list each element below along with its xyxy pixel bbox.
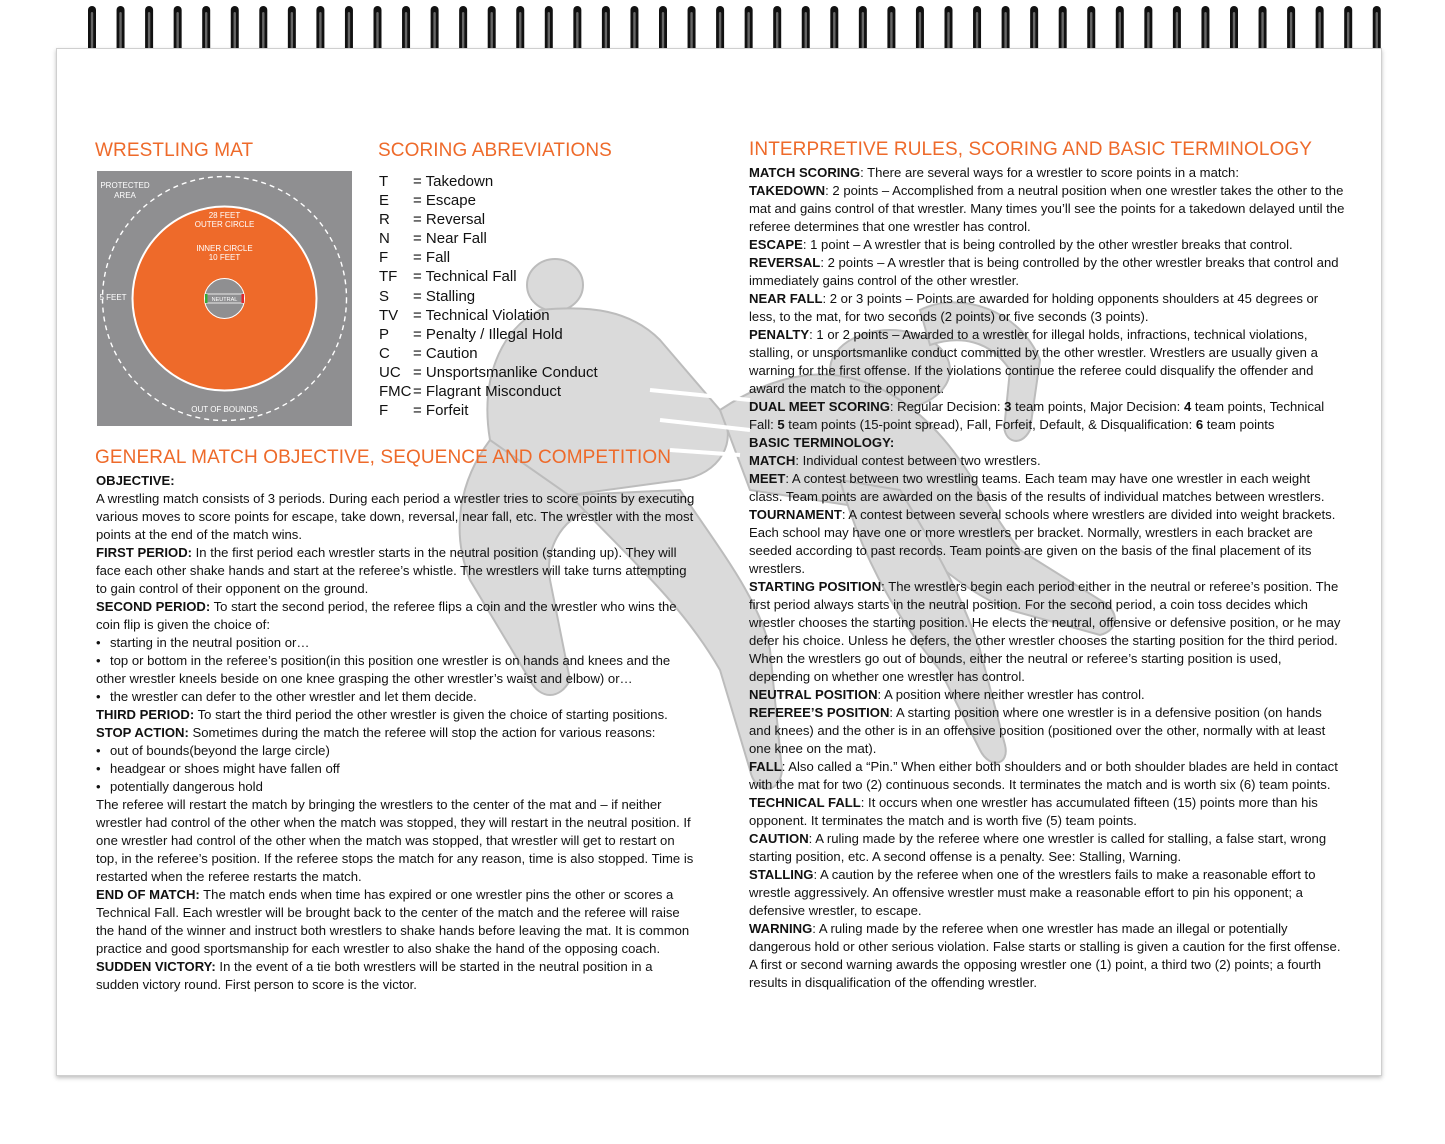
definition: To start the second period, the referee flips a coin and the wrestler who wins the coin flip is given the choice of: — [96, 599, 677, 632]
abbreviation-item — [379, 172, 598, 191]
term: REFEREE’S POSITION — [749, 705, 890, 720]
term: MATCH — [749, 453, 796, 468]
wrestling-mat-heading: WRESTLING MAT — [95, 140, 254, 161]
scoring-abbreviations-heading: SCORING ABREVIATIONS — [378, 140, 612, 161]
general-match-heading: GENERAL MATCH OBJECTIVE, SEQUENCE AND COMPETITION — [95, 447, 672, 468]
term: THIRD PERIOD: — [96, 707, 195, 722]
team-points-value: 3 — [1004, 399, 1012, 414]
abbreviation-item — [379, 325, 598, 344]
definition: team points, Technical Fall: — [749, 399, 1325, 432]
abbreviation-code: T — [379, 173, 389, 190]
definition: team points (15-point spread), Fall, Forfeit, Default, & Disqualification: — [784, 417, 1196, 432]
rule-entry — [749, 452, 1345, 470]
abbreviation-meaning: = Flagrant Misconduct — [413, 383, 561, 401]
out-of-bounds-label: OUT OF BOUNDS — [191, 405, 258, 414]
wrestling-mat-diagram — [97, 171, 352, 426]
bullet-item — [96, 652, 698, 688]
team-points-value: 6 — [1195, 417, 1204, 432]
abbreviation-code: TV — [379, 306, 399, 324]
abbreviation-item — [379, 287, 598, 306]
rule-entry — [749, 182, 1345, 236]
term: WARNING — [749, 921, 813, 936]
abbreviation-code: C — [379, 344, 390, 362]
interpretive-rules-heading: INTERPRETIVE RULES, SCORING AND BASIC TERMINOLOGY — [749, 139, 1313, 160]
definition: : 2 points – Accomplished from a neutral position when one wrestler takes the other to the mat and gains control of that wrestler. Many times you’ll see the points for a takedown delayed until the referee determines that one wrestler has control. — [749, 183, 1345, 234]
interpretive-rules-text — [749, 164, 1345, 992]
abbreviation-meaning: = Technical Fall — [413, 268, 517, 286]
definition: : A caution by the referee when one of the wrestlers fails to make a reasonable effort to wrestle aggressively. An offensive wrestler must make a reasonable effort to pin his opponent; a defensive wrestler, to escape. — [749, 867, 1316, 918]
protected-label-1: PROTECTED — [100, 181, 150, 190]
term: STARTING POSITION — [749, 579, 882, 594]
abbreviation-code: P — [379, 325, 390, 343]
definition: : There are several ways for a wrestler to score points in a match: — [860, 165, 1239, 180]
abbreviation-code: E — [379, 192, 390, 210]
abbreviation-meaning: = Penalty / Illegal Hold — [413, 325, 563, 343]
bullet-text: top or bottom in the referee’s position(in this position one wrestler is on hands and knees and the other wrestler kneels beside on one knee grasping the other wrestler’s waist and elbow) or… — [96, 653, 671, 686]
red-starting-line — [242, 294, 245, 303]
term: STALLING — [749, 867, 814, 882]
team-points-value: 5 — [777, 417, 785, 432]
paragraph — [96, 706, 698, 724]
term: FIRST PERIOD: — [96, 545, 193, 560]
definition: : Regular Decision: — [889, 399, 1005, 414]
abbreviation-meaning: = Escape — [413, 192, 476, 210]
bullet-text: out of bounds(beyond the large circle) — [110, 743, 330, 758]
rule-entry — [749, 254, 1345, 290]
bullet-item — [96, 760, 698, 778]
term: NEUTRAL POSITION — [749, 687, 878, 702]
rule-entry — [749, 704, 1345, 758]
definition: : The wrestlers begin each period either in the neutral or referee’s position. The first period always starts in the neutral position. For the second period, a coin toss decides which wrestler chooses the starting position. He elects the neutral, offensive or defensive position, or he may defer his choice. Unless he defers, the other wrestler chooses the starting position for the third period. When the wrestlers go out of bounds, either the neutral or referee’s starting position is used, depending on whether one wrestler has control. — [749, 579, 1341, 684]
definition: The match ends when time has expired or one wrestler pins the other or scores a Technical Fall. Each wrestler will be brought back to the center of the match and the referee will raise the hand of the winner and instruct both wrestlers to shake hands before leaving the mat. It is common practice and good sportsmanship for each wrestler to also shake the hand of the opposing coach. — [96, 887, 690, 956]
term: TECHNICAL FALL — [749, 795, 861, 810]
term: BASIC TERMINOLOGY: — [749, 435, 895, 450]
definition: Sometimes during the match the referee will stop the action for various reasons: — [188, 725, 656, 740]
definition: : 2 or 3 points – Points are awarded for holding opponents shoulders at 45 degrees or less, to the mat, for two seconds (2 points) or five seconds (3 points). — [749, 291, 1319, 324]
definition: : A ruling made by the referee where one wrestler is called for stalling, a false start, wrong starting position, etc. A second offense is a penalty. See: Stalling, Warning. — [749, 831, 1327, 864]
definition: In the event of a tie both wrestlers will be started in the neutral position in a sudden victory round. First person to score is the victor. — [96, 959, 653, 992]
definition: team points — [1203, 417, 1275, 432]
abbreviation-code: F — [379, 402, 389, 420]
rule-entry — [749, 830, 1345, 866]
protected-label-2: AREA — [114, 191, 136, 200]
term: DUAL MEET SCORING — [749, 399, 890, 414]
rule-entry — [749, 326, 1345, 398]
abbreviation-item — [379, 401, 598, 420]
abbreviation-code: TF — [379, 268, 398, 286]
rule-entry — [749, 506, 1345, 578]
abbreviation-item — [379, 306, 598, 325]
term: TAKEDOWN — [749, 183, 826, 198]
bullet-item — [96, 778, 698, 796]
five-feet-label: 5 FEET — [99, 293, 127, 302]
definition: In the first period each wrestler starts in the neutral position (standing up). They will face each other shake hands and start at the referee’s whistle. The wrestlers will take turns attempting to gain control of their opponent on the ground. — [96, 545, 687, 596]
paragraph — [96, 490, 698, 544]
term: TOURNAMENT — [749, 507, 842, 522]
term: CAUTION — [749, 831, 809, 846]
rule-entry — [749, 164, 1345, 182]
definition: : It occurs when one wrestler has accumulated fifteen (15) points more than his opponent. It terminates the match and is worth five (5) team points. — [749, 795, 1318, 828]
rule-entry — [749, 866, 1345, 920]
abbreviation-meaning: = Technical Violation — [413, 306, 550, 324]
term: OBJECTIVE: — [96, 473, 175, 488]
abbreviation-code: N — [379, 230, 390, 248]
bullet-item — [96, 742, 698, 760]
term: MEET — [749, 471, 786, 486]
green-starting-line — [205, 294, 208, 303]
abbreviation-code: R — [379, 211, 390, 229]
bullet-text: potentially dangerous hold — [110, 779, 263, 794]
outer-circle-label-2: OUTER CIRCLE — [194, 220, 255, 229]
definition: : A starting position where one wrestler is in a defensive position (on hands and knees) and the other is in an offensive position (positioned over the other, normally with at least one knee on the mat). — [749, 705, 1326, 756]
abbreviation-code: UC — [379, 363, 401, 381]
term: FALL — [749, 759, 782, 774]
abbreviation-code: FMC — [379, 383, 412, 401]
rule-entry — [749, 686, 1345, 704]
abbreviation-meaning: = Reversal — [413, 211, 486, 229]
bullet-text: the wrestler can defer to the other wrestler and let them decide. — [110, 689, 477, 704]
neutral-label: NEUTRAL — [211, 297, 238, 303]
definition: : Individual contest between two wrestlers. — [795, 453, 1041, 468]
inner-circle-label-2: 10 FEET — [208, 253, 241, 262]
definition: : A position where neither wrestler has control. — [877, 687, 1145, 702]
definition: The referee will restart the match by bringing the wrestlers to the center of the mat and – if neither wrestler had control of the other when the match was stopped, they will restart in the neutral position. If one wrestler had control of the other when the match was stopped, that wrestler will get to restart on top, in the referee’s position. If the referee stops the match for any reason, time is also stopped. Time is restarted when the referee restarts the match. — [96, 797, 694, 884]
abbreviation-item — [379, 344, 598, 363]
definition: : A contest between several schools where wrestlers are divided into weight brackets. Each school may have one or more wrestlers per bracket. Normally, wrestlers in each bracket are seeded according to past records. Team points are given on the basis of the final placement of its wrestlers. — [749, 507, 1336, 576]
paragraph — [96, 796, 698, 886]
definition: : 2 points – A wrestler that is being controlled by the other wrestler breaks that control and immediately gains control of the other wrestler. — [749, 255, 1339, 288]
abbreviation-item — [379, 210, 598, 229]
paragraph — [96, 472, 698, 490]
bullet-text: starting in the neutral position or… — [110, 635, 310, 650]
abbreviation-item — [379, 229, 598, 248]
term: SECOND PERIOD: — [96, 599, 211, 614]
definition: To start the third period the other wrestler is given the choice of starting positions. — [194, 707, 668, 722]
definition: : 1 point – A wrestler that is being controlled by the other wrestler breaks that control. — [802, 237, 1293, 252]
term: NEAR FALL — [749, 291, 823, 306]
abbreviation-meaning: = Near Fall — [413, 230, 487, 248]
term: REVERSAL — [749, 255, 821, 270]
team-points-value: 4 — [1183, 399, 1192, 414]
definition: team points, Major Decision: — [1011, 399, 1184, 414]
paragraph — [96, 598, 698, 634]
bullet-text: headgear or shoes might have fallen off — [110, 761, 340, 776]
rule-entry — [749, 794, 1345, 830]
rule-entry — [749, 758, 1345, 794]
bullet-item — [96, 688, 698, 706]
rule-entry — [749, 578, 1345, 686]
rule-entry — [749, 920, 1345, 992]
inner-circle-label-1: INNER CIRCLE — [196, 244, 253, 253]
paragraph — [96, 544, 698, 598]
term: ESCAPE — [749, 237, 803, 252]
rule-entry — [749, 290, 1345, 326]
abbreviation-meaning: = Takedown — [413, 173, 494, 190]
rule-entry — [749, 398, 1345, 434]
definition: A wrestling match consists of 3 periods. During each period a wrestler tries to score points by executing various moves to score points for escape, take down, reversal, near fall, etc. The wrestler with the most points at the end of the match wins. — [96, 491, 695, 542]
term: END OF MATCH: — [96, 887, 200, 902]
abbreviation-list — [379, 172, 598, 420]
abbreviation-meaning: = Caution — [413, 344, 478, 362]
abbreviation-meaning: = Unsportsmanlike Conduct — [413, 363, 598, 381]
abbreviation-meaning: = Forfeit — [413, 402, 469, 420]
paragraph — [96, 724, 698, 742]
definition: : A contest between two wrestling teams. Each team may have one wrestler in each weight class. Team points are awarded on the basis of the results of individual matches between wrestlers. — [749, 471, 1325, 504]
paragraph — [96, 958, 698, 994]
rule-entry — [749, 470, 1345, 506]
rule-entry — [749, 434, 1345, 452]
term: MATCH SCORING — [749, 165, 861, 180]
abbreviation-meaning: = Stalling — [413, 287, 476, 305]
rule-entry — [749, 236, 1345, 254]
term: PENALTY — [749, 327, 810, 342]
abbreviation-item — [379, 363, 598, 382]
definition: : Also called a “Pin.” When either both shoulders and or both shoulder blades are held in contact with the mat for two (2) continuous seconds. It terminates the match and is worth six (6) team points. — [749, 759, 1338, 792]
abbreviation-item — [379, 191, 598, 210]
abbreviation-meaning: = Fall — [413, 249, 451, 267]
definition: : 1 or 2 points – Awarded to a wrestler for illegal holds, infractions, technical violations, stalling, or unsportsmanlike conduct committed by the other wrestler. Wrestlers are usually given a warning for the first offense. If the violations continue the referee could disqualify the offender and award the match to the opponent. — [749, 327, 1318, 396]
term: SUDDEN VICTORY: — [96, 959, 216, 974]
outer-circle-label-1: 28 FEET — [208, 211, 241, 220]
term: STOP ACTION: — [96, 725, 189, 740]
definition: : A ruling made by the referee when one wrestler has made an illegal or potentially dangerous hold or other serious violation. False starts or stalling is given a caution for the first offense. A first or second warning awards the opposing wrestler one (1) point, a third two (2) points; a fourth results in disqualification of the offending wrestler. — [749, 921, 1341, 990]
bullet-item — [96, 634, 698, 652]
abbreviation-item — [379, 248, 598, 267]
abbreviation-code: F — [379, 249, 389, 267]
general-match-text — [96, 472, 698, 994]
abbreviation-item — [379, 382, 598, 401]
paragraph — [96, 886, 698, 958]
abbreviation-code: S — [379, 287, 390, 305]
abbreviation-item — [379, 267, 598, 286]
